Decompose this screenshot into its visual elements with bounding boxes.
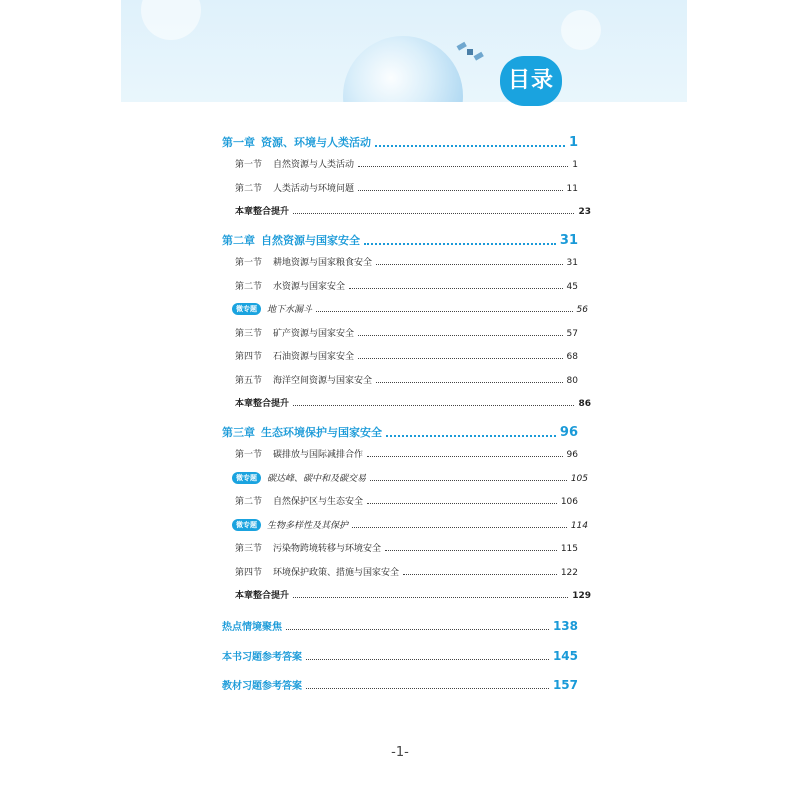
section-title: 环境保护政策、措施与国家安全 (273, 567, 400, 578)
special-topic-title: 地下水漏斗 (267, 305, 313, 315)
section-title: 水资源与国家安全 (273, 281, 346, 292)
page-number-ref: 129 (572, 591, 591, 601)
leader-dots (367, 503, 557, 504)
appendix-entry[interactable] (222, 618, 578, 633)
header-banner (121, 0, 687, 102)
summary-entry[interactable] (222, 588, 591, 601)
page-number-ref: 106 (560, 497, 578, 507)
page-number-ref: 96 (566, 450, 578, 460)
section-entry[interactable] (222, 447, 578, 460)
appendix-title: 教材习题参考答案 (222, 681, 302, 692)
leader-dots (364, 243, 556, 245)
appendix-title: 热点情境聚焦 (222, 622, 282, 633)
section-entry[interactable] (222, 373, 578, 386)
special-topic-title: 生物多样性及其保护 (267, 520, 349, 531)
special-topic-badge: 微专题 (232, 472, 261, 484)
leader-dots (352, 527, 567, 528)
leader-dots (349, 288, 563, 289)
page-number-ref: 157 (552, 678, 578, 692)
page-number-ref: 145 (552, 649, 578, 663)
appendix-title: 本书习题参考答案 (222, 652, 302, 663)
chapter-title: 生态环境保护与国家安全 (261, 426, 382, 439)
section-title: 矿产资源与国家安全 (273, 328, 355, 339)
leader-dots (375, 145, 565, 147)
section-title: 污染物跨境转移与环境安全 (273, 544, 382, 554)
leader-dots (358, 166, 568, 167)
leader-dots (293, 597, 568, 598)
leader-dots (293, 405, 574, 406)
special-topic-entry[interactable] (222, 518, 588, 531)
section-number: 第一节 (235, 160, 263, 170)
leader-dots (376, 382, 563, 383)
section-title: 石油资源与国家安全 (273, 352, 355, 362)
chapter-label: 第一章 (222, 136, 255, 149)
leader-dots (316, 311, 573, 312)
section-entry[interactable] (222, 255, 578, 268)
section-entry[interactable] (222, 181, 578, 194)
special-topic-title: 碳达峰、碳中和及碳交易 (267, 473, 367, 484)
page-number-ref: 1 (572, 160, 578, 170)
section-number: 第四节 (235, 567, 263, 578)
decorative-bubble (141, 0, 201, 40)
section-entry[interactable] (222, 494, 578, 507)
page-number-ref: 122 (560, 567, 578, 578)
leader-dots (306, 688, 549, 689)
section-number: 第四节 (235, 352, 263, 362)
section-number: 第二节 (235, 281, 263, 292)
section-entry[interactable] (222, 157, 578, 170)
leader-dots (367, 456, 563, 457)
special-topic-entry[interactable] (222, 471, 588, 484)
planet-illustration (343, 36, 463, 102)
section-number: 第一节 (235, 258, 263, 268)
page-number-ref: 45 (566, 281, 578, 292)
page-number-ref: 114 (570, 520, 588, 531)
chapter-title: 自然资源与国家安全 (261, 234, 360, 247)
leader-dots (385, 550, 557, 551)
section-number: 第三节 (235, 328, 263, 339)
section-number: 第二节 (235, 183, 263, 194)
chapter-label: 第二章 (222, 234, 255, 247)
section-entry[interactable] (222, 541, 578, 554)
chapter-title: 资源、环境与人类活动 (261, 136, 371, 149)
summary-title: 本章整合提升 (235, 207, 290, 217)
page-number-ref: 31 (566, 258, 578, 268)
leader-dots (358, 335, 563, 336)
page-number-ref: 105 (570, 473, 588, 484)
decorative-bubble (561, 10, 601, 50)
section-entry[interactable] (222, 279, 578, 292)
section-title: 耕地资源与国家粮食安全 (273, 258, 373, 268)
summary-title: 本章整合提升 (235, 399, 290, 409)
page-number-ref: 115 (560, 544, 578, 554)
chapter-entry[interactable] (222, 232, 578, 248)
page-number-ref: 86 (578, 399, 591, 409)
appendix-entry[interactable] (222, 677, 578, 692)
page-title: 目录 (500, 56, 562, 106)
section-number: 第三节 (235, 544, 263, 554)
section-number: 第一节 (235, 450, 263, 460)
page-number-ref: 1 (568, 135, 578, 150)
section-entry[interactable] (222, 326, 578, 339)
leader-dots (293, 213, 574, 214)
section-title: 碳排放与国际减排合作 (273, 450, 364, 460)
special-topic-badge: 微专题 (232, 303, 261, 315)
leader-dots (306, 659, 549, 660)
special-topic-badge: 微专题 (232, 519, 261, 531)
leader-dots (358, 358, 563, 359)
leader-dots (376, 264, 563, 265)
summary-entry[interactable] (222, 204, 591, 217)
page-number: -1- (391, 745, 409, 760)
page-number-ref: 23 (578, 207, 591, 217)
summary-entry[interactable] (222, 396, 591, 409)
page-number-ref: 57 (566, 328, 578, 339)
chapter-entry[interactable] (222, 134, 578, 150)
section-number: 第五节 (235, 375, 263, 386)
section-number: 第二节 (235, 497, 263, 507)
chapter-entry[interactable] (222, 424, 578, 440)
section-entry[interactable] (222, 349, 578, 362)
section-title: 人类活动与环境问题 (273, 183, 355, 194)
section-entry[interactable] (222, 565, 578, 578)
page-number-ref: 31 (559, 233, 578, 248)
leader-dots (286, 629, 549, 630)
page-number-ref: 96 (559, 425, 578, 440)
leader-dots (358, 190, 563, 191)
satellite-icon (456, 40, 484, 64)
page-number-ref: 11 (566, 183, 578, 194)
page-number-ref: 138 (552, 619, 578, 633)
section-title: 海洋空间资源与国家安全 (273, 375, 373, 386)
page-number-ref: 80 (566, 375, 578, 386)
section-title: 自然保护区与生态安全 (273, 497, 364, 507)
summary-title: 本章整合提升 (235, 591, 290, 601)
leader-dots (403, 574, 557, 575)
page-number-ref: 56 (576, 305, 588, 315)
leader-dots (386, 435, 556, 437)
page-number-ref: 68 (566, 352, 578, 362)
section-title: 自然资源与人类活动 (273, 160, 355, 170)
appendix-entry[interactable] (222, 648, 578, 663)
special-topic-entry[interactable] (222, 302, 588, 315)
chapter-label: 第三章 (222, 426, 255, 439)
leader-dots (370, 480, 567, 481)
